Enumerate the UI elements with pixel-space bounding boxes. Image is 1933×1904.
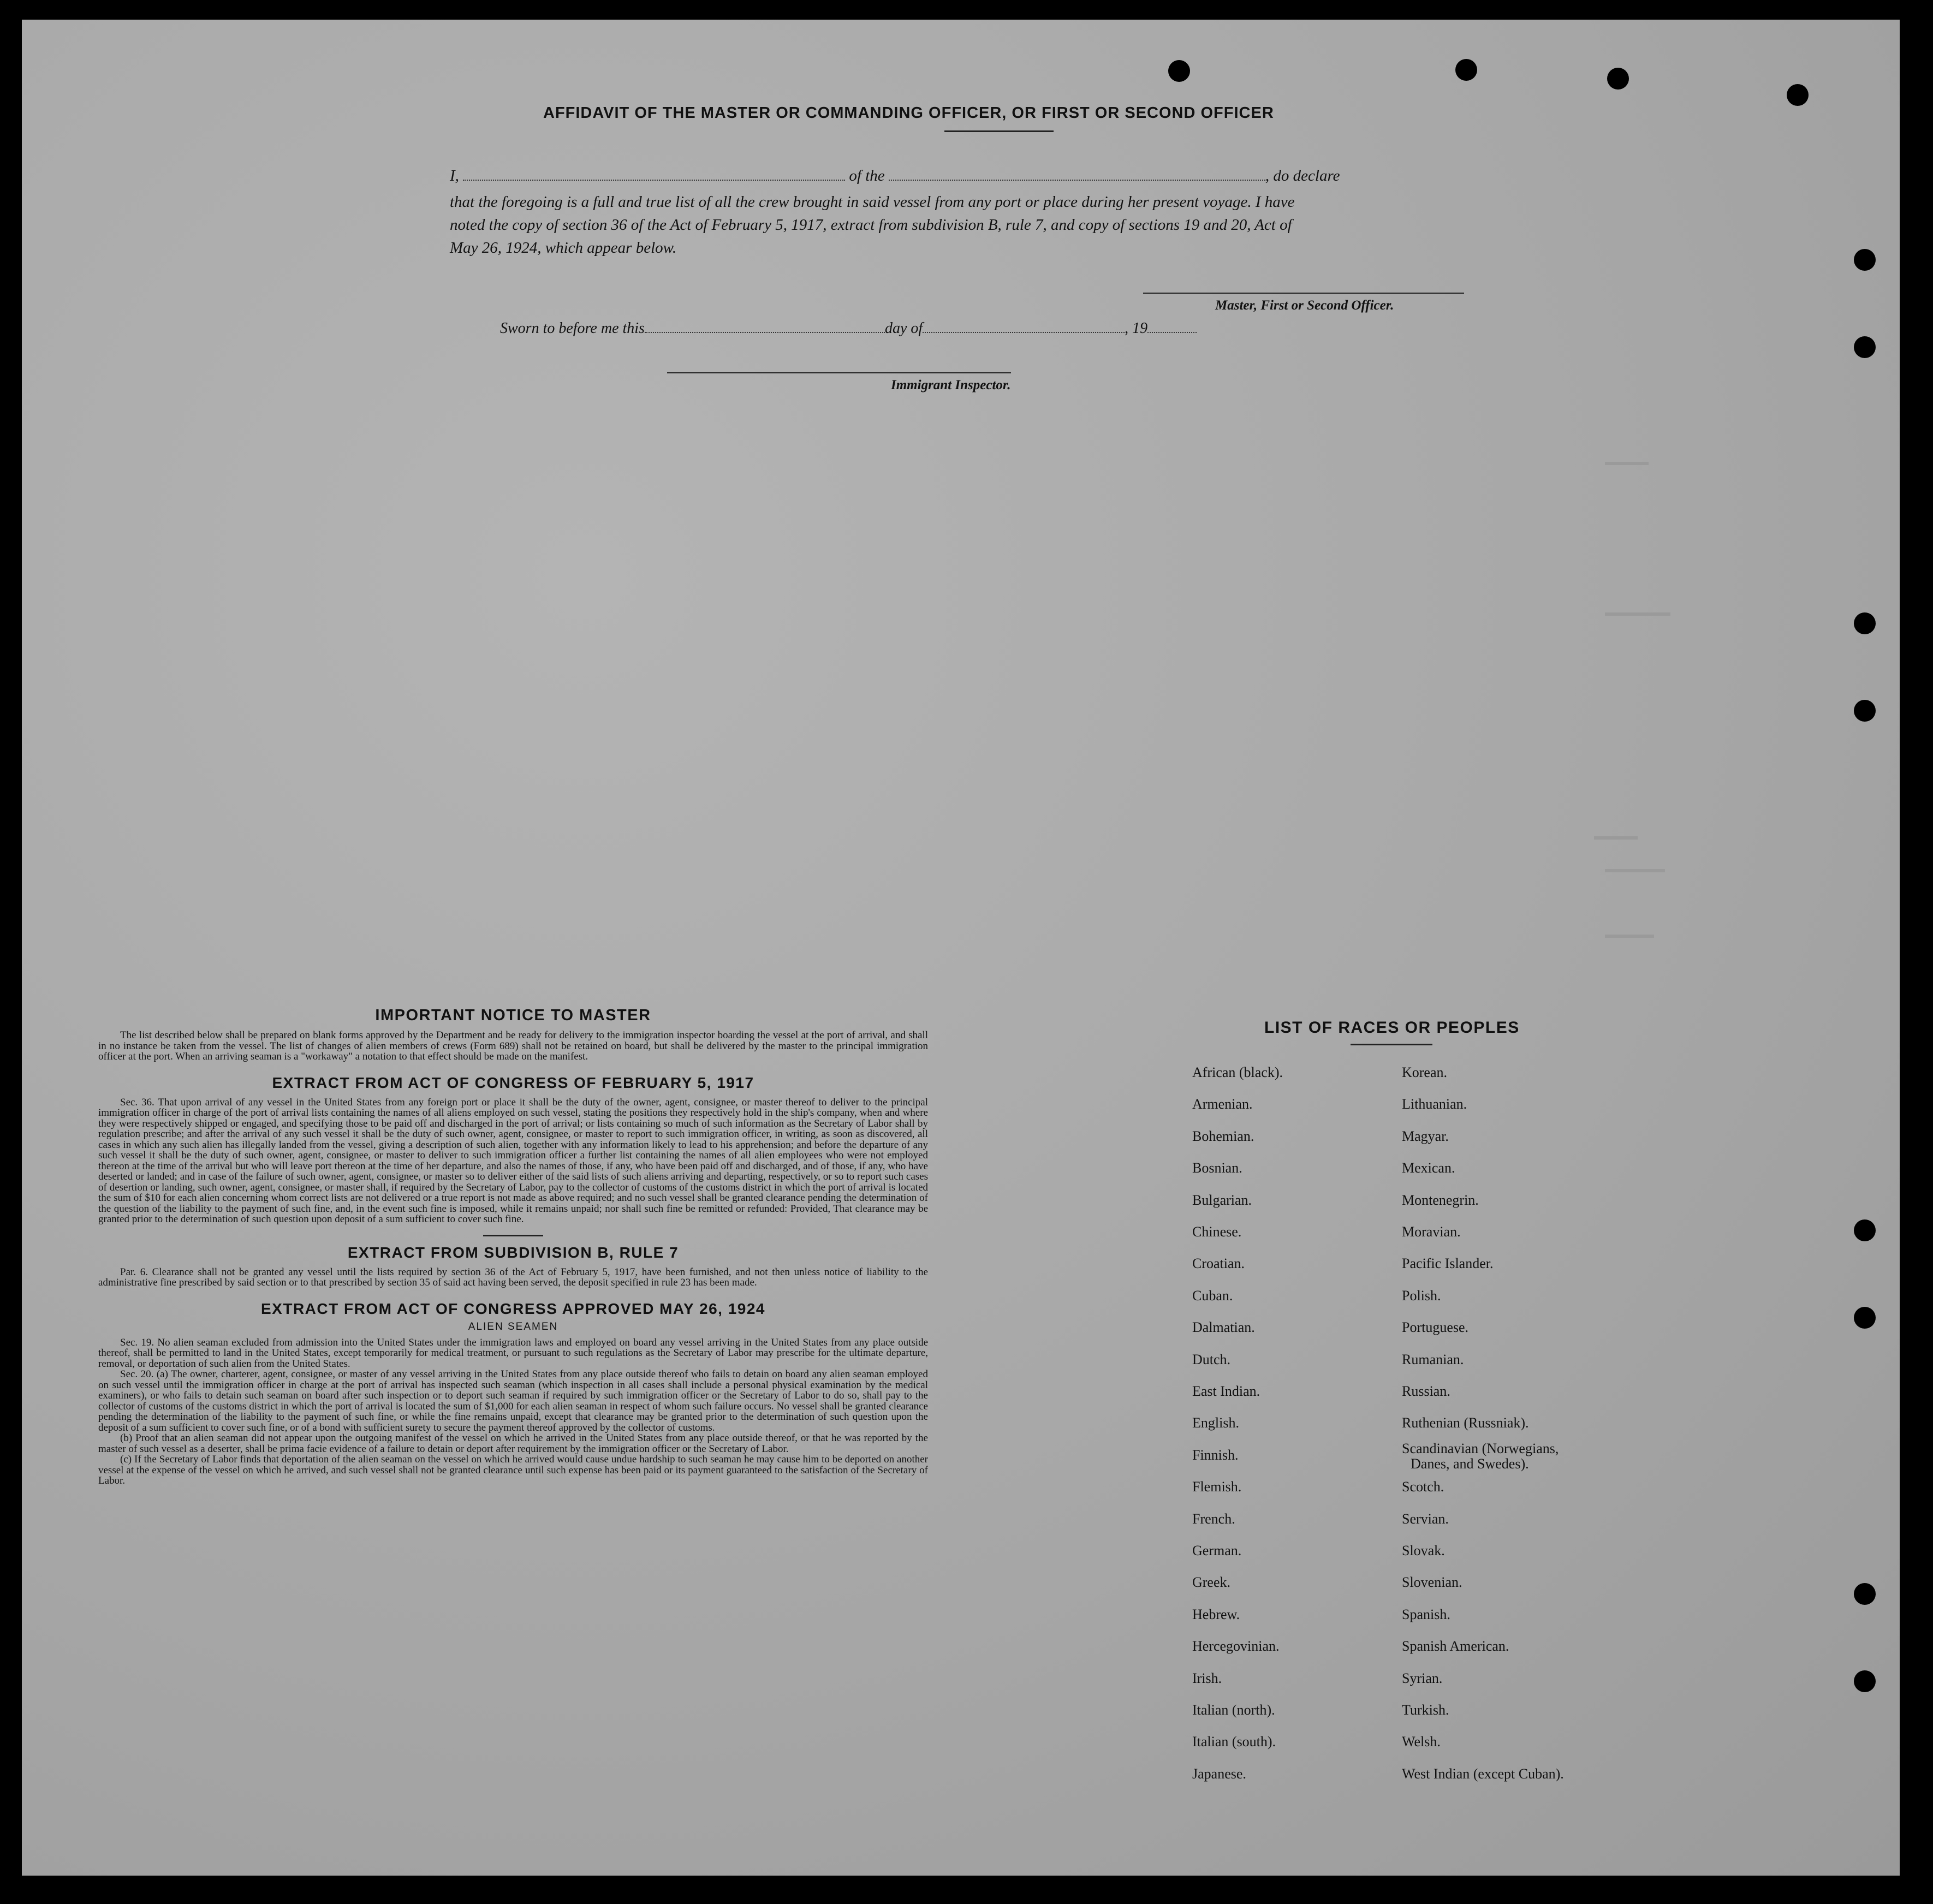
extract-1924-title: EXTRACT FROM ACT OF CONGRESS APPROVED MAY 26, 1924 bbox=[261, 1300, 765, 1317]
punch-hole bbox=[1607, 68, 1629, 90]
race-item: Japanese. bbox=[1192, 1765, 1246, 1782]
race-item: Croatian. bbox=[1192, 1256, 1245, 1272]
race-item: Slovenian. bbox=[1402, 1574, 1462, 1591]
sworn-line bbox=[500, 320, 1197, 337]
race-item: Korean. bbox=[1402, 1064, 1448, 1080]
race-item: Cuban. bbox=[1192, 1287, 1233, 1304]
signature-line[interactable] bbox=[1143, 293, 1464, 294]
race-item: Flemish. bbox=[1192, 1479, 1242, 1495]
vessel-field[interactable] bbox=[889, 180, 1265, 181]
race-item: Finnish. bbox=[1192, 1447, 1239, 1463]
race-item: Magyar. bbox=[1402, 1128, 1449, 1144]
extract-rule7-body: Par. 6. Clearance shall not be granted any vessel until the lists required by section 36 of the Act of February 5, 1917, have been furnished, and not then unless notice of liability to the administrative fine prescribed by said section or to that prescribed by section 35 of said act having been served, the deposit specified in rule 23 has been made. bbox=[98, 1266, 928, 1288]
master-signature-label: Master, First or Second Officer. bbox=[1215, 298, 1394, 313]
race-item: Dutch. bbox=[1192, 1351, 1231, 1367]
day-of-label: day of bbox=[884, 320, 923, 337]
race-item: Chinese. bbox=[1192, 1224, 1242, 1240]
race-item: Ruthenian (Russniak). bbox=[1402, 1415, 1529, 1431]
race-item: Russian. bbox=[1402, 1383, 1450, 1399]
punch-hole bbox=[1854, 1670, 1876, 1692]
affidavit-of-the-label: of the bbox=[849, 167, 885, 185]
race-item: Italian (south). bbox=[1192, 1734, 1276, 1750]
affidavit-title: AFFIDAVIT OF THE MASTER OR COMMANDING OFFICER, OR FIRST OR SECOND OFFICER bbox=[543, 104, 1274, 122]
race-item: Moravian. bbox=[1402, 1224, 1461, 1240]
punch-hole bbox=[1787, 84, 1809, 106]
race-item: Mexican. bbox=[1402, 1160, 1455, 1176]
punch-hole bbox=[1854, 336, 1876, 358]
race-item: Pacific Islander. bbox=[1402, 1256, 1494, 1272]
race-item: Welsh. bbox=[1402, 1734, 1441, 1750]
race-item: Bohemian. bbox=[1192, 1128, 1254, 1144]
extract-rule7-title: EXTRACT FROM SUBDIVISION B, RULE 7 bbox=[347, 1243, 679, 1261]
race-item: Dalmatian. bbox=[1192, 1319, 1255, 1336]
punch-hole bbox=[1854, 1583, 1876, 1605]
affidavit-line-3: noted the copy of section 36 of the Act of February 5, 1917, extract from subdivision B, rule 7, and copy of sections 19 and 20, Act of bbox=[450, 216, 1292, 234]
year-label: , 19 bbox=[1125, 320, 1148, 337]
race-item: Danes, and Swedes). bbox=[1411, 1455, 1529, 1472]
race-item: Scandinavian (Norwegians, bbox=[1402, 1440, 1559, 1456]
sec-20b-body: (b) Proof that an alien seaman did not appear upon the outgoing manifest of the vessel on which he arrived in the United States from any place outside thereof, or that he was reported by the master of such vessel as a deserter, shall be prima facie evidence of a failure to detain or deport after requirement by the immigration officer or the Secretary of Labor. bbox=[98, 1432, 928, 1455]
inspector-signature-line[interactable] bbox=[667, 372, 1011, 373]
affidavit-line-4: May 26, 1924, which appear below. bbox=[450, 239, 677, 257]
race-item: Syrian. bbox=[1402, 1670, 1443, 1686]
sworn-label: Sworn to before me this bbox=[500, 320, 645, 337]
race-item: Spanish. bbox=[1402, 1606, 1450, 1622]
extract-1924-subtitle: ALIEN SEAMEN bbox=[468, 1320, 558, 1332]
notice-body: The list described below shall be prepared on blank forms approved by the Department and be ready for delivery to the immigration inspector boarding the vessel at the port of arrival, and shall in no instance be taken from the vessel. The list of changes of alien members of crews (Form 689) shall not be retained on board, but shall be delivered by the master to the principal immigration officer at the port. When an arriving seaman is a "workaway" a notation to that effect should be made on the manifest. bbox=[98, 1030, 928, 1062]
race-item: French. bbox=[1192, 1510, 1235, 1527]
race-item: Servian. bbox=[1402, 1510, 1449, 1527]
punch-hole bbox=[1854, 1219, 1876, 1241]
race-item: English. bbox=[1192, 1415, 1239, 1431]
punch-hole bbox=[1854, 1307, 1876, 1329]
race-item: African (black). bbox=[1192, 1064, 1283, 1080]
extract-1917-body: Sec. 36. That upon arrival of any vessel in the United States from any foreign port or place it shall be the duty of the owner, agent, consignee, or master thereof to deliver to the principal immigration officer in charge of the port of arrival lists containing the names of all aliens employed on such vessel, stating the positions they respectively hold in the ship's company, when and where they were respectively shipped or engaged, and specifying those to be paid off and discharged in the port of arrival; or lists containing so much of such information as the Secretary of Labor shall by regulation prescribe; and after the arrival of any such vessel it shall be the duty of such owner, agent, consignee, or master to report to such immigration officer, in writing, as soon as discovered, all cases in which any such alien has illegally landed from the vessel, giving a description of such alien, together with any information likely to lead to his apprehension; and before the departure of any such vessel it shall be the duty of such owner, agent, consignee, or master to deliver to such immigration officer a further list containing the names of all alien employees who were not employed thereon at the time of the arrival but who will leave port thereon at the time of her departure, and also the names of those, if any, who have been paid off and discharged, and of those, if any, who have deserted or landed; and in case of the failure of such owner, agent, consignee, or master so to deliver either of the said lists of such aliens arriving and departing, respectively, or so to report such cases of desertion or landing, such owner, agent, consignee, or master shall, if required by the Secretary of Labor, pay to the collector of customs of the customs district in which the port of arrival is located the sum of $10 for each alien concerning whom correct lists are not delivered or a true report is not made as above required; and no such vessel shall be granted clearance pending the determination of the question of the liability to the payment of such fine, and, in the event such fine is imposed, while it remains unpaid; nor shall such fine be remitted or refunded: Provided, That clearance may be granted prior to the determination of such question upon deposit of a sum sufficient to cover such fine. bbox=[98, 1096, 928, 1225]
extract-1917-title: EXTRACT FROM ACT OF CONGRESS OF FEBRUARY 5, 1917 bbox=[272, 1074, 754, 1091]
sec-19-body: Sec. 19. No alien seaman excluded from admission into the United States under the immigration laws and employed on board any vessel arriving in the United States from any place outside thereof, shall be permitted to land in the United States, except temporarily for medical treatment, or pursuant to such regulations as the Secretary of Labor may prescribe for the ultimate departure, removal, or deportation of such alien from the United States. bbox=[98, 1336, 928, 1370]
punch-hole bbox=[1854, 249, 1876, 271]
affidavit-line-1 bbox=[450, 167, 1340, 185]
race-item: Bosnian. bbox=[1192, 1160, 1242, 1176]
race-item: Hercegovinian. bbox=[1192, 1638, 1280, 1655]
affidavit-declare-label: , do declare bbox=[1265, 167, 1340, 185]
race-item: Irish. bbox=[1192, 1670, 1222, 1686]
races-title: LIST OF RACES OR PEOPLES bbox=[1264, 1019, 1520, 1037]
race-item: Bulgarian. bbox=[1192, 1192, 1252, 1208]
notices-column bbox=[98, 1007, 928, 1486]
race-item: East Indian. bbox=[1192, 1383, 1260, 1399]
race-item: Portuguese. bbox=[1402, 1319, 1469, 1336]
race-item: Italian (north). bbox=[1192, 1702, 1275, 1718]
race-item: Hebrew. bbox=[1192, 1606, 1240, 1622]
punch-hole bbox=[1455, 59, 1477, 81]
inspector-label: Immigrant Inspector. bbox=[891, 378, 1011, 392]
notice-title: IMPORTANT NOTICE TO MASTER bbox=[375, 1007, 651, 1024]
race-item: West Indian (except Cuban). bbox=[1402, 1765, 1564, 1782]
affidavit-line-2: that the foregoing is a full and true list of all the crew brought in said vessel from any port or place during her present voyage. I have bbox=[450, 193, 1295, 211]
name-field[interactable] bbox=[463, 180, 845, 181]
race-item: Slovak. bbox=[1402, 1543, 1445, 1558]
race-item: Armenian. bbox=[1192, 1096, 1253, 1112]
punch-hole bbox=[1854, 700, 1876, 722]
race-item: Lithuanian. bbox=[1402, 1096, 1467, 1112]
affidavit-i-label: I, bbox=[450, 167, 459, 185]
sec-20c-body: (c) If the Secretary of Labor finds that deportation of the alien seaman on the vessel on which he arrived would cause undue hardship to such seaman he may cause him to be deported on another vessel at the expense of the vessel on which he arrived, and such vessel shall not be granted clearance until such expense has been paid or its payment guaranteed to the satisfaction of the Secretary of Labor. bbox=[98, 1454, 928, 1486]
race-item: German. bbox=[1192, 1543, 1242, 1558]
race-item: Polish. bbox=[1402, 1287, 1441, 1304]
sec-20a-body: Sec. 20. (a) The owner, charterer, agent, consignee, or master of any vessel arriving in the United States from any place outside thereof who fails to detain on board any alien seaman employed on such vessel until the immigration officer in charge at the port of arrival has inspected such seaman (which inspection in all cases shall include a personal physical examination by the medical examiners), or who fails to detain such seaman on board after such inspection or to deport such seaman if required by such immigration officer or the Secretary of Labor to do so, shall pay to the collector of customs of the customs district in which the port of arrival is located the sum of $1,000 for each alien seaman in respect of whom such failure occurs. No vessel shall be granted clearance pending the determination of the liability to the payment of such fine, or while the fine remains unpaid, except that clearance may be granted prior to the determination of such question upon the deposit of a sum sufficient to cover such fine, or of a bond with sufficient surety to secure the payment thereof approved by the collector of customs. bbox=[98, 1368, 928, 1433]
race-item: Turkish. bbox=[1402, 1702, 1449, 1718]
sworn-month-field[interactable] bbox=[923, 332, 1125, 333]
race-item: Spanish American. bbox=[1402, 1638, 1509, 1655]
race-item: Scotch. bbox=[1402, 1479, 1444, 1495]
sworn-year-field[interactable] bbox=[1147, 332, 1197, 333]
document-page bbox=[22, 20, 1900, 1876]
race-item: Greek. bbox=[1192, 1574, 1231, 1591]
punch-hole bbox=[1854, 612, 1876, 634]
sworn-day-field[interactable] bbox=[645, 332, 885, 333]
race-item: Montenegrin. bbox=[1402, 1192, 1479, 1208]
race-item: Rumanian. bbox=[1402, 1351, 1464, 1367]
punch-hole bbox=[1168, 60, 1190, 82]
